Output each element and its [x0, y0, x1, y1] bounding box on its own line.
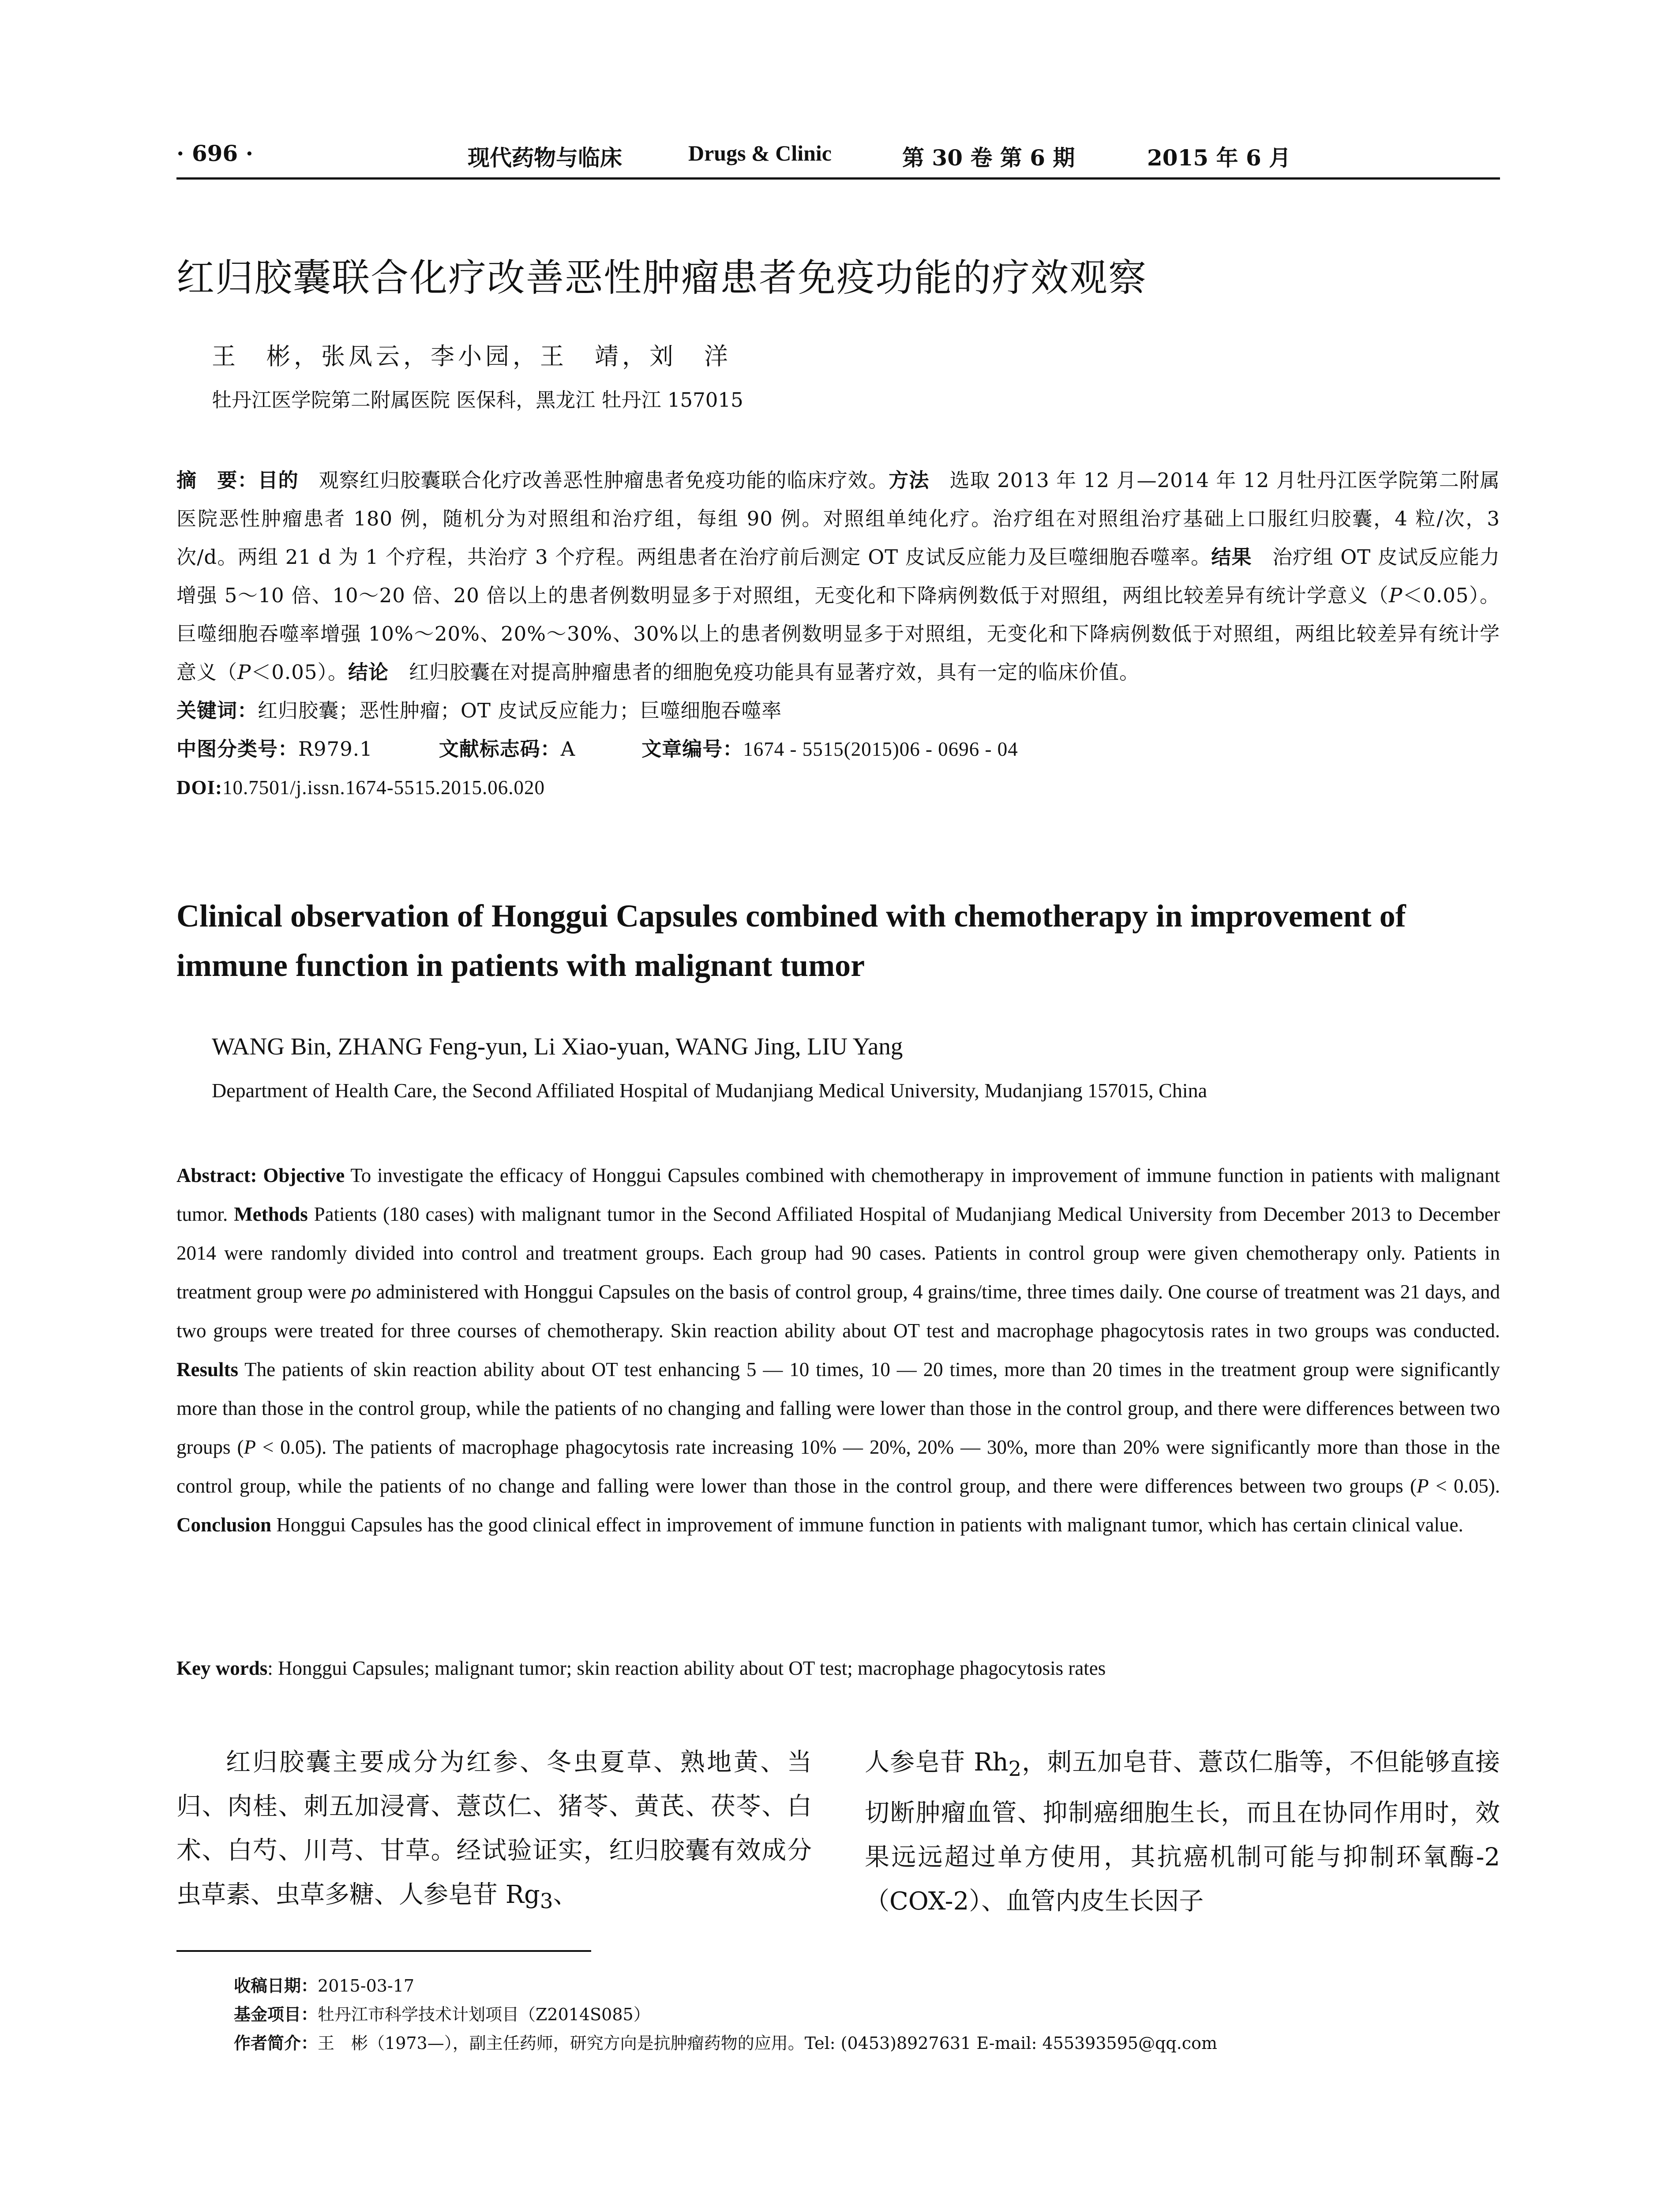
footnote-received: [234, 1972, 414, 1996]
methods-label-en: Methods: [234, 1203, 308, 1225]
page-number: · 696 ·: [176, 140, 253, 166]
keywords-label-en: Key words: [176, 1657, 268, 1679]
results-text-cn-3: ＜0.05）。: [251, 660, 348, 684]
conclusion-label-cn: 结论: [348, 660, 389, 684]
results-text-en-3: < 0.05).: [1429, 1475, 1500, 1497]
doi-line: [176, 769, 1500, 807]
abstract-label-cn: 摘 要：: [176, 469, 258, 492]
objective-label-cn: 目的: [258, 469, 299, 492]
objective-text-en: To investigate the efficacy of Honggui Capsules combined with chemotherapy in improvement of immune function in patients with malignant tumor.: [176, 1164, 1500, 1225]
journal-page: [176, 0, 1500, 2206]
authors-en: WANG Bin, ZHANG Feng-yun, Li Xiao-yuan, WANG Jing, LIU Yang: [212, 1033, 903, 1060]
p-value-symbol: P: [1417, 1475, 1429, 1497]
conclusion-text-en: Honggui Capsules has the good clinical effect in improvement of immune function in patients with malignant tumor, which has certain clinical value.: [271, 1514, 1463, 1536]
results-text-en-2: < 0.05). The patients of macrophage phagocytosis rate increasing 10% — 20%, 20% — 30%, more than 20% were significantly more than those in the control group, while the patients of no change and falling were lower than those in the control group, and there were differences between two groups (: [176, 1436, 1500, 1497]
abstract-en: [176, 1156, 1500, 1544]
article-number-value: 1674 - 5515(2015)06 - 0696 - 04: [743, 738, 1018, 760]
keywords-en: [176, 1657, 1106, 1680]
doc-code-value: A: [560, 737, 576, 761]
article-title-cn: 红归胶囊联合化疗改善恶性肿瘤患者免疫功能的疗效观察: [176, 256, 1147, 300]
doi-value: 10.7501/j.issn.1674-5515.2015.06.020: [222, 777, 545, 799]
abstract-label-en: Abstract: Objective: [176, 1164, 345, 1186]
keywords-text-cn: 红归胶囊；恶性肿瘤；OT 皮试反应能力；巨噬细胞吞噬率: [258, 699, 782, 722]
results-text-cn-1: 治疗组 OT 皮试反应能力增强 5～10 倍、10～20 倍、20 倍以上的患者例数明显多于对照组，无变化和下降病例数低于对照组，两组比较差异有统计学意义（: [176, 545, 1500, 607]
footnote-rule: [176, 1950, 591, 1952]
body-text-right-start: 人参皂苷 Rh: [865, 1748, 1009, 1777]
authors-cn: 王 彬，张凤云，李小园，王 靖，刘 洋: [212, 342, 731, 370]
body-text-left-end: 、: [553, 1880, 578, 1909]
subscript: 3: [540, 1890, 553, 1914]
author-bio-text: 王 彬（1973—），副主任药师，研究方向是抗肿瘤药物的应用。Tel: (0453)8927631 E-mail: 455393595@qq.com: [318, 2033, 1217, 2053]
po-term: po: [351, 1281, 371, 1303]
doi-label: DOI:: [176, 777, 222, 799]
author-bio-label: 作者简介：: [234, 2033, 318, 2053]
received-date: 2015-03-17: [318, 1976, 415, 1996]
issue-date: 2015 年 6 月: [1147, 145, 1291, 171]
methods-text-en-1: Patients (180 cases) with malignant tumor in the Second Affiliated Hospital of Mudanjiang Medical University from December 2013 to December 2014 were randomly divided into control and treatment groups. Each group had 90 cases. Patients in control group were given chemotherapy only. Patients in treatment group were: [176, 1203, 1500, 1303]
abstract-cn: [176, 461, 1500, 807]
keywords-label-cn: 关键词：: [176, 699, 258, 722]
affiliation-cn: 牡丹江医学院第二附属医院 医保科，黑龙江 牡丹江 157015: [212, 388, 743, 412]
footnote-fund: [234, 2001, 650, 2025]
body-text-right: ，刺五加皂苷、薏苡仁脂等，不但能够直接切断肿瘤血管、抑制癌细胞生长，而且在协同作用时，效果远远超过单方使用，其抗癌机制可能与抑制环氧酶-2（COX-2）、血管内皮生长因子: [865, 1748, 1500, 1916]
clc-label: 中图分类号：: [176, 737, 299, 761]
keywords-text-en: : Honggui Capsules; malignant tumor; skin reaction ability about OT test; macrophage phagocytosis rates: [267, 1657, 1106, 1679]
methods-text-en-2: administered with Honggui Capsules on the basis of control group, 4 grains/time, three times daily. One course of treatment was 21 days, and two groups were treated for three courses of chemotherapy. Skin reaction ability about OT test and macrophage phagocytosis rates in two groups was conducted.: [176, 1281, 1500, 1342]
body-column-right: [865, 1741, 1500, 1924]
footnote-author: [234, 2030, 1217, 2054]
received-label: 收稿日期：: [234, 1976, 318, 1996]
classification-line: [176, 730, 1500, 769]
doc-code-label: 文献标志码：: [439, 737, 561, 761]
body-text-left: 红归胶囊主要成分为红参、冬虫夏草、熟地黄、当归、肉桂、刺五加浸膏、薏苡仁、猪苓、黄芪、茯苓、白术、白芍、川芎、甘草。经试验证实，红归胶囊有效成分虫草素、虫草多糖、人参皂苷 Rg: [176, 1748, 812, 1909]
running-header: [176, 140, 1500, 176]
body-column-left: [176, 1741, 812, 1924]
p-value-symbol: P: [237, 660, 251, 684]
keywords-cn: [176, 691, 1500, 730]
issue-info: 第 30 卷 第 6 期: [902, 145, 1075, 171]
header-rule: [176, 177, 1500, 180]
article-title-en: Clinical observation of Honggui Capsules combined with chemotherapy in improvement of immune function in patients with malignant tumor: [176, 898, 1406, 983]
journal-name-cn: 现代药物与临床: [468, 145, 622, 171]
subscript: 2: [1008, 1757, 1022, 1782]
results-text-cn-2: ＜0.05）。巨噬细胞吞噬率增强 10%～20%、20%～30%、30%以上的患者例数明显多于对照组，无变化和下降病例数低于对照组，两组比较差异有统计学意义（: [176, 584, 1500, 684]
article-number-label: 文章编号：: [641, 737, 743, 761]
clc-value: R979.1: [298, 737, 373, 761]
conclusion-text-cn: 红归胶囊在对提高肿瘤患者的细胞免疫功能具有显著疗效，具有一定的临床价值。: [389, 660, 1140, 684]
fund-label: 基金项目：: [234, 2005, 318, 2024]
methods-text-cn: 选取 2013 年 12 月—2014 年 12 月牡丹江医学院第二附属医院恶性肿瘤患者 180 例，随机分为对照组和治疗组，每组 90 例。对照组单纯化疗。治疗组在对照组治疗基础上口服红归胶囊，4 粒/次，3 次/d。两组 21 d 为 1 个疗程，共治疗 3 个疗程。两组患者在治疗前后测定 OT 皮试反应能力及巨噬细胞吞噬率。: [176, 469, 1500, 569]
conclusion-label-en: Conclusion: [176, 1514, 272, 1536]
p-value-symbol: P: [1389, 584, 1403, 607]
objective-text-cn: 观察红归胶囊联合化疗改善恶性肿瘤患者免疫功能的临床疗效。: [298, 469, 889, 492]
methods-label-cn: 方法: [889, 469, 930, 492]
affiliation-en: Department of Health Care, the Second Affiliated Hospital of Mudanjiang Medical University, Mudanjiang 157015, China: [212, 1079, 1208, 1102]
fund-text: 牡丹江市科学技术计划项目（Z2014S085）: [318, 2005, 650, 2024]
journal-name-en: Drugs & Clinic: [688, 141, 832, 165]
results-text-en-1: The patients of skin reaction ability about OT test enhancing 5 — 10 times, 10 — 20 times, more than 20 times in the treatment group were significantly more than those in the control group, while the patients of no changing and falling were lower than those in the control group, and there were differences between two groups (: [176, 1358, 1500, 1458]
results-label-cn: 结果: [1211, 545, 1252, 569]
p-value-symbol: P: [244, 1436, 256, 1458]
results-label-en: Results: [176, 1358, 239, 1381]
